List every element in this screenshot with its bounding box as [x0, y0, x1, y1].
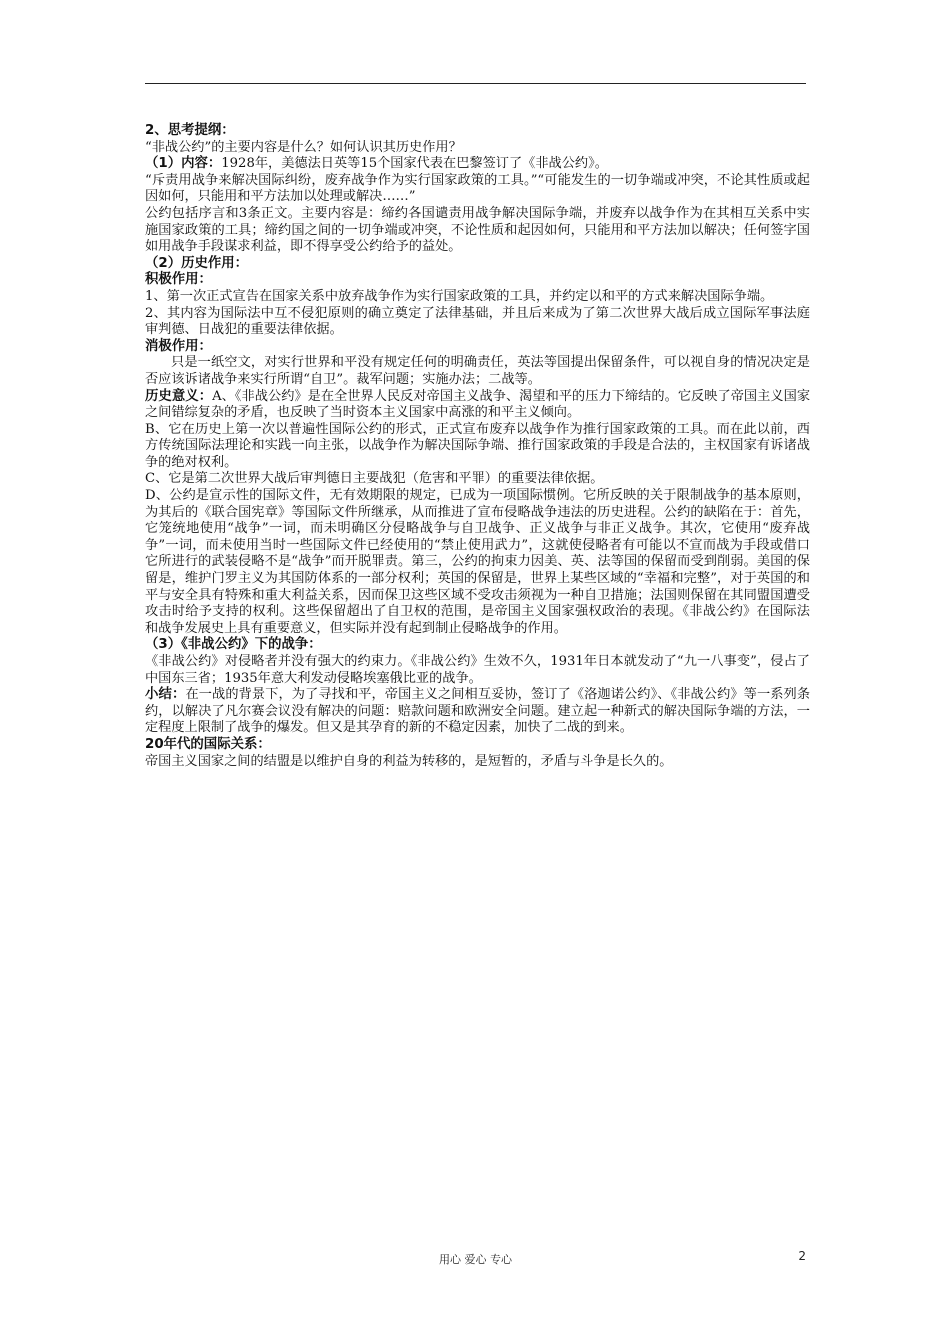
positive-heading: 积极作用：: [145, 272, 212, 288]
significance-paragraph-d: D、公约是宣示性的国际文件，无有效期限的规定，已成为一项国际惯例。它所反映的关于限制战争的基本原则，为其后的《联合国宪章》等国际文件所继承，从而推进了宣布侵略战争违法的历史进程。公约的缺陷在于：首先，它笼统地使用“战争”一词，而未明确区分侵略战争与自卫战争、正义战争与非正义战争。其次，它使用“废弃战争”一词，而未使用当时一些国际文件已经使用的“禁止使用武力”，这就使侵略者有可能以不宣而战为手段或借口它所进行的武装侵略不是“战争”而开脱罪责。第三，公约的拘束力因美、英、法等国的保留而受到削弱。美国的保留是，维护门罗主义为其国防体系的一部分权利；英国的保留是，世界上某些区域的“幸福和完整”，对于英国的和平与安全具有特殊和重大利益关系，因而保卫这些区域不受攻击须视为一种自卫措施；法国则保留在其同盟国遭受攻击时给予支持的权利。这些保留超出了自卫权的范围，是帝国主义国家强权政治的表现。《非战公约》在国际法和战争发展史上具有重要意义，但实际并没有起到制止侵略战争的作用。: [145, 488, 810, 636]
summary-paragraph: [145, 687, 810, 737]
header-rule: [145, 83, 806, 84]
articles-paragraph: 公约包括序言和3条正文。主要内容是：缔约各国谴责用战争解决国际争端，并废弃以战争作为在其相互关系中实施国家政策的工具；缔约国之间的一切争端或冲突，不论性质和起因如何，只能用和平方法加以解决；任何签字国如用战争手段谋求利益，即不得享受公约给予的益处。: [145, 205, 810, 255]
war-paragraph: 《非战公约》对侵略者并没有强大的约束力。《非战公约》生效不久，1931年日本就发动了“九一八事变”，侵占了中国东三省；1935年意大利发动侵略埃塞俄比亚的战争。: [145, 654, 810, 686]
role-heading: （2）历史作用：: [145, 255, 249, 271]
content-paragraph: [145, 156, 810, 173]
twenties-heading: 20年代的国际关系：: [145, 736, 271, 752]
positive-item-1: 1、第一次正式宣告在国家关系中放弃战争作为实行国家政策的工具，并约定以和平的方式来解决国际争端。: [145, 288, 774, 304]
question-line: “非战公约”的主要内容是什么？如何认识其历史作用？: [145, 139, 462, 155]
negative-heading: 消极作用：: [145, 338, 212, 354]
page-number: 2: [798, 1249, 806, 1263]
significance-paragraph-a: [145, 389, 810, 422]
document-body: [145, 123, 810, 770]
negative-paragraph: 只是一纸空文，对实行世界和平没有规定任何的明确责任，英法等国提出保留条件，可以视自身的情况决定是否应该诉诸战争来实行所谓“自卫”。裁军问题；实施办法；二战等。: [145, 355, 810, 387]
war-heading: （3）《非战公约》下的战争：: [145, 637, 322, 653]
content-label: （1）内容：: [145, 156, 222, 172]
significance-paragraph-c: C、它是第二次世界大战后审判德日主要战犯（危害和平罪）的重要法律依据。: [145, 471, 604, 487]
section-heading: 2、思考提纲：: [145, 123, 235, 138]
summary-text: 在一战的背景下，为了寻找和平，帝国主义之间相互妥协，签订了《洛迦诺公约》、《非战公约》等一系列条约，以解决了凡尔赛会议没有解决的问题：赔款问题和欧洲安全问题。建立起一种新式的解决国际争端的方法，一定程度上限制了战争的爆发。但又是其孕育的新的不稳定因素，加快了二战的到来。: [145, 687, 811, 736]
significance-label: 历史意义：: [145, 388, 213, 404]
significance-paragraph-b: B、它在历史上第一次以普遍性国际公约的形式，正式宣布废弃以战争作为推行国家政策的工具。而在此以前，西方传统国际法理论和实践一向主张，以战争作为解决国际争端、推行国家政策的手段是合法的，主权国家有诉诸战争的绝对权利。: [145, 421, 810, 470]
page-footer: [145, 1251, 806, 1271]
twenties-paragraph: 帝国主义国家之间的结盟是以维护自身的利益为转移的，是短暂的，矛盾与斗争是长久的。: [145, 753, 673, 769]
significance-text-a: A、《非战公约》是在全世界人民反对帝国主义战争、渴望和平的压力下缔结的。它反映了帝国主义国家之间错综复杂的矛盾，也反映了当时资本主义国家中高涨的和平主义倾向。: [145, 388, 811, 421]
positive-item-2: 2、其内容为国际法中互不侵犯原则的确立奠定了法律基础，并且后来成为了第二次世界大战后成立国际军事法庭审判德、日战犯的重要法律依据。: [145, 305, 810, 338]
quote-paragraph: “斥责用战争来解决国际纠纷，废弃战争作为实行国家政策的工具。”“可能发生的一切争端或冲突，不论其性质或起因如何，只能用和平方法加以处理或解决……”: [145, 172, 810, 205]
summary-label: 小结：: [145, 687, 186, 703]
footer-slogan: 用心 爱心 专心: [439, 1253, 512, 1266]
content-text: 1928年，美德法日英等15个国家代表在巴黎签订了《非战公约》。: [221, 156, 608, 172]
